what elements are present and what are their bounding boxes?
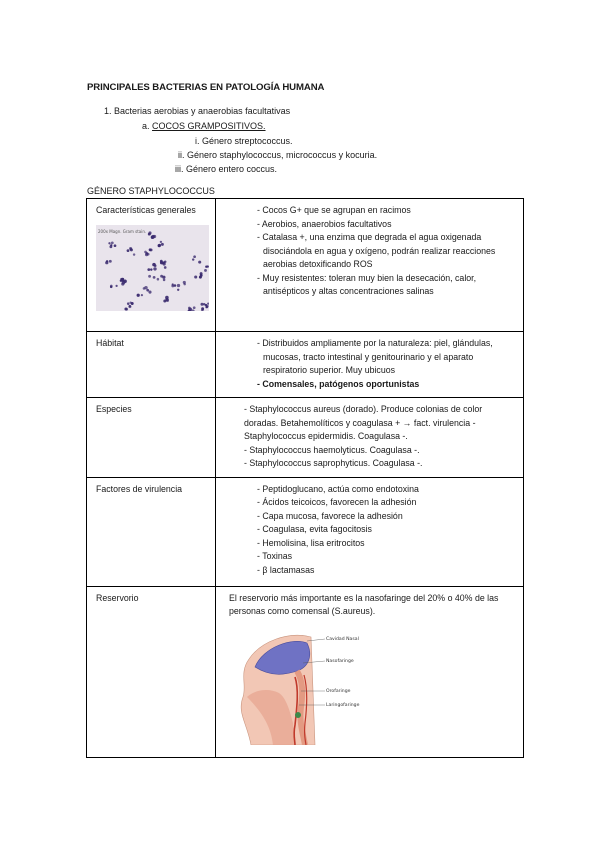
coccus-cell: [110, 285, 113, 288]
coccus-cell: [193, 255, 196, 258]
species-line: - Staphylococcus aureus (dorado). Produce colonias de color doradas. Betahemolíticos y coagulasa + → fact. virulencia -: [244, 404, 483, 428]
coccus-cell: [157, 277, 160, 280]
coccus-cell: [177, 288, 179, 290]
species-line: - Staphylococcus haemolyticus. Coagulasa -.: [244, 444, 420, 455]
coccus-cell: [198, 260, 201, 263]
coccus-cell: [121, 282, 124, 285]
row-habitat: [87, 332, 524, 398]
row-caracteristicas: [87, 199, 524, 332]
outline-item-1a-prefix: a.: [142, 121, 150, 131]
habitat-list: [225, 337, 517, 391]
coccus-cell: [147, 268, 150, 271]
row-label: Factores de virulencia: [87, 477, 216, 586]
coccus-cell: [114, 244, 117, 247]
list-item: - Catalasa +, una enzima que degrada el agua oxigenada disociándola en agua y oxígeno, podrán realizar reacciones aerobias detoxificando ROS: [247, 231, 517, 272]
coccus-cell: [125, 307, 128, 310]
list-item: - Cocos G+ que se agrupan en racimos: [247, 204, 517, 218]
coccus-cell: [200, 302, 203, 305]
coccus-cell: [131, 302, 134, 305]
section-title: GÉNERO STAPHYLOCOCCUS: [87, 186, 215, 196]
coccus-cell: [161, 242, 164, 245]
micrograph-caption: 200x Magn. Gram stain.: [98, 228, 147, 234]
row-factores: [87, 477, 524, 586]
species-line: Staphylococcus epidermidis. Coagulasa -.: [244, 431, 408, 441]
coccus-cell: [204, 268, 207, 271]
reservorio-text: El reservorio más importante es la nasofaringe del 20% o 40% de las personas como comensal (S.aureus).: [229, 592, 499, 616]
coccus-cell: [154, 264, 157, 267]
coccus-cell: [188, 306, 191, 309]
coccus-cell: [141, 293, 143, 295]
coccus-cell: [109, 259, 112, 262]
diagram-label: Orofaringe: [326, 688, 351, 694]
coccus-cell: [127, 302, 130, 305]
coccus-cell: [153, 276, 156, 279]
list-item: - β lactamasas: [247, 564, 517, 578]
coccus-cell: [162, 275, 165, 278]
row-reservorio: [87, 586, 524, 757]
outline-item-1a-text: COCOS GRAMPOSITIVOS.: [152, 121, 266, 131]
list-item: - Hemolisina, lisa eritrocitos: [247, 537, 517, 551]
coccus-cell: [163, 278, 166, 281]
coccus-cell: [193, 306, 196, 309]
coccus-cell: [165, 295, 169, 299]
coccus-cell: [174, 284, 177, 287]
coccus-cell: [109, 245, 112, 248]
outline-subitem-iii: iii. Género entero coccus.: [175, 164, 278, 174]
diagram-label: Nasofaringe: [326, 658, 354, 664]
coccus-cell: [143, 287, 146, 290]
row-label: Hábitat: [87, 332, 216, 398]
label-cell: [87, 199, 216, 332]
list-item: - Muy resistentes: toleran muy bien la desecación, calor, antisépticos y altas concentraciones salinas: [247, 272, 517, 299]
row-label: Reservorio: [87, 586, 216, 757]
coccus-cell: [147, 252, 150, 255]
list-item-bold: - Comensales, patógenos oportunistas: [247, 378, 517, 392]
coccus-cell: [133, 253, 135, 255]
row-label: Características generales: [96, 205, 196, 215]
outline-subitem-ii: ii. Género staphylococcus, micrococcus y kocuria.: [178, 150, 378, 160]
coccus-cell: [105, 261, 108, 264]
virulence-list: [225, 483, 517, 578]
row-especies: [87, 398, 524, 478]
row-label: Especies: [87, 398, 216, 478]
coccus-cell: [144, 250, 147, 253]
coccus-cell: [149, 248, 152, 251]
list-item: - Capa mucosa, favorece la adhesión: [247, 510, 517, 524]
coccus-cell: [150, 268, 152, 270]
coccus-cell: [194, 275, 197, 278]
content-cell: [216, 398, 524, 478]
outline-item-1a: [142, 121, 266, 131]
species-line: - Staphylococcus saprophyticus. Coagulasa -.: [244, 458, 423, 468]
nasopharynx-diagram: [233, 627, 363, 745]
coccus-cell: [148, 274, 151, 277]
content-cell: [216, 332, 524, 398]
coccus-cell: [137, 293, 140, 296]
diagram-label: Laringofaringe: [326, 702, 360, 708]
coccus-cell: [201, 307, 204, 310]
coccus-cell: [200, 272, 203, 275]
coccus-cell: [121, 279, 124, 282]
coccus-cell: [177, 283, 180, 286]
coccus-cell: [148, 231, 151, 234]
coccus-cell: [151, 235, 155, 239]
coccus-cell: [166, 298, 169, 301]
coccus-cell: [108, 242, 110, 244]
coccus-cell: [128, 305, 131, 308]
coccus-cell: [129, 246, 132, 249]
coccus-cell: [199, 275, 202, 278]
diagram-label: Cavidad Nasal: [326, 636, 359, 642]
features-list: [225, 204, 517, 299]
gram-stain-micrograph: [96, 225, 209, 311]
content-cell: [216, 199, 524, 332]
content-cell: [216, 477, 524, 586]
coccus-cell: [160, 261, 163, 264]
coccus-cell: [160, 240, 162, 242]
coccus-cell: [164, 266, 167, 269]
coccus-cell: [207, 302, 209, 304]
content-cell: [216, 586, 524, 757]
list-item: - Peptidoglucano, actúa como endotoxina: [247, 483, 517, 497]
coccus-cell: [115, 284, 117, 286]
coccus-cell: [148, 290, 151, 293]
coccus-cell: [192, 258, 194, 260]
outline-subitem-i: i. Género streptococcus.: [195, 136, 293, 146]
coccus-cell: [205, 303, 207, 305]
coccus-cell: [153, 267, 156, 270]
coccus-cell: [146, 288, 149, 291]
outline-item-1: 1. Bacterias aerobias y anaerobias facultativas: [104, 106, 291, 116]
list-item: - Toxinas: [247, 550, 517, 564]
list-item: - Aerobios, anaerobios facultativos: [247, 218, 517, 232]
list-item: - Coagulasa, evita fagocitosis: [247, 523, 517, 537]
coccus-cell: [127, 249, 130, 252]
coccus-cell: [183, 282, 185, 284]
page-title: PRINCIPALES BACTERIAS EN PATOLOGÍA HUMANA: [87, 82, 325, 93]
coccus-cell: [158, 243, 161, 246]
coccus-cell: [111, 241, 114, 244]
list-item: - Distribuidos ampliamente por la naturaleza: piel, glándulas, mucosas, tracto intestinal y genitourinario y el aparato respiratorio superior. Muy ubicuos: [247, 337, 517, 378]
coccus-cell: [205, 265, 207, 267]
staphylococcus-table: [86, 198, 524, 758]
list-item: - Ácidos teicoicos, favorecen la adhesión: [247, 496, 517, 510]
